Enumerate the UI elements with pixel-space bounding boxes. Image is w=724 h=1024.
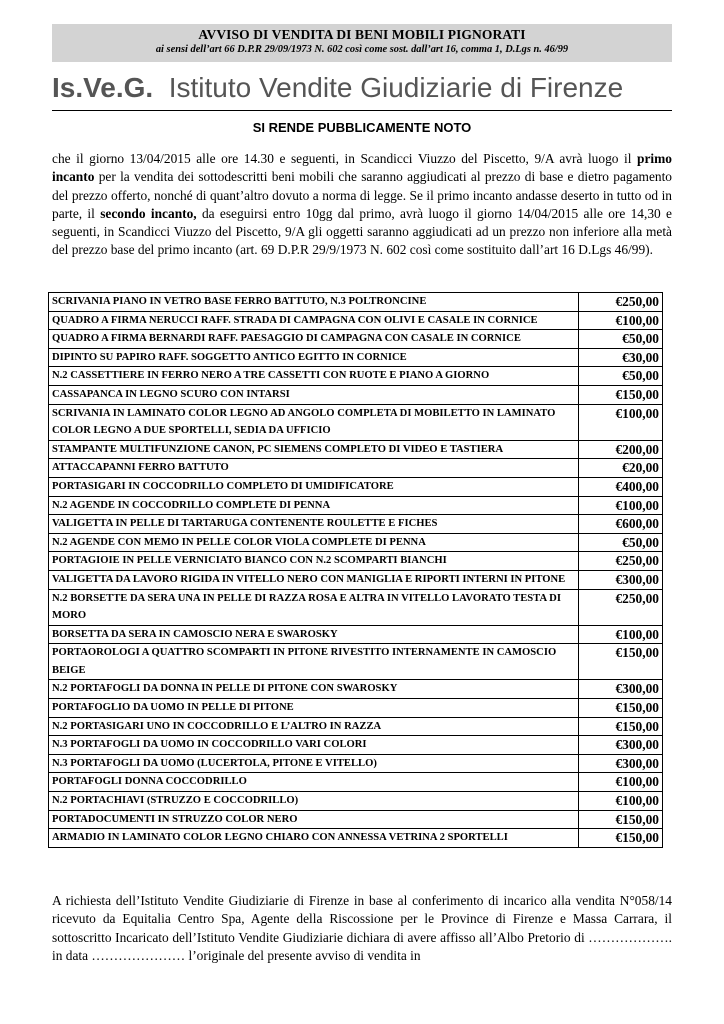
item-price: €250,00 [579,589,663,625]
item-description: DIPINTO SU PAPIRO RAFF. SOGGETTO ANTICO EGITTO IN CORNICE [49,348,579,367]
second-auction-label: secondo incanto, [100,205,197,221]
item-description: CASSAPANCA IN LEGNO SCURO CON INTARSI [49,385,579,404]
table-row [49,717,663,736]
item-price: €100,00 [579,496,663,515]
item-price: €50,00 [579,330,663,349]
item-description: PORTAFOGLI DONNA COCCODRILLO [49,773,579,792]
first-auction-label: primo incanto [52,151,672,185]
table-row [49,496,663,515]
table-row [49,348,663,367]
table-row [49,440,663,459]
table-row [49,385,663,404]
table-row [49,404,663,440]
item-price: €150,00 [579,385,663,404]
organization-name: Istituto Vendite Giudiziarie di Firenze [168,72,624,103]
table-row [49,570,663,589]
item-price: €400,00 [579,477,663,496]
item-price: €300,00 [579,680,663,699]
table-row [49,311,663,330]
intro-text-3: da eseguirsi entro 10gg dal primo, avrà luogo il giorno 14/04/2015 alle ore 14,30 e seguenti, in Scandicci Viuzzo del Piscetto, 9/A gli oggetti saranno aggiudicati ad un prezzo non inferiore alla metà del prezzo base del primo incanto (art. 69 D.P.R 29/9/1973 N. 602 così come sostituito dall’art 16 D.Lgs 46/99). [52,205,672,258]
table-row [49,533,663,552]
item-price: €50,00 [579,533,663,552]
item-price: €100,00 [579,311,663,330]
item-description: STAMPANTE MULTIFUNZIONE CANON, PC SIEMENS COMPLETO DI VIDEO E TASTIERA [49,440,579,459]
item-description: VALIGETTA IN PELLE DI TARTARUGA CONTENENTE ROULETTE E FICHES [49,515,579,534]
table-row [49,792,663,811]
table-row [49,459,663,478]
item-price: €200,00 [579,440,663,459]
footer-paragraph: A richiesta dell’Istituto Vendite Giudiziarie di Firenze in base al conferimento di incarico alla vendita N°058/14 ricevuto da Equitalia Centro Spa, Agente della Riscossione per le Province di Firenze e Massa Carrara, il sottoscritto Incaricato dell’Istituto Vendite Giudiziarie dichiara di avere affisso all’Albo Pretorio di ………………. in data ………………… l’originale del presente avviso di vendita in [52,893,672,963]
item-description: PORTAOROLOGI A QUATTRO SCOMPARTI IN PITONE RIVESTITO INTERNAMENTE IN CAMOSCIO BEIGE [49,644,579,680]
item-price: €20,00 [579,459,663,478]
table-row [49,589,663,625]
item-description: SCRIVANIA PIANO IN VETRO BASE FERRO BATTUTO, N.3 POLTRONCINE [49,293,579,312]
item-description: QUADRO A FIRMA BERNARDI RAFF. PAESAGGIO DI CAMPAGNA CON CASALE IN CORNICE [49,330,579,349]
item-description: N.3 PORTAFOGLI DA UOMO (LUCERTOLA, PITONE E VITELLO) [49,754,579,773]
item-description: N.2 PORTAFOGLI DA DONNA IN PELLE DI PITONE CON SWAROSKY [49,680,579,699]
item-description: PORTAFOGLIO DA UOMO IN PELLE DI PITONE [49,699,579,718]
table-row [49,515,663,534]
public-notice-title: SI RENDE PUBBLICAMENTE NOTO [252,120,472,135]
table-row [49,680,663,699]
table-row [49,810,663,829]
intro-text-1: che il giorno 13/04/2015 alle ore 14.30 e seguenti, in Scandicci Viuzzo del Piscetto, 9/A avrà luogo il [52,151,638,166]
item-description: VALIGETTA DA LAVORO RIGIDA IN VITELLO NERO CON MANIGLIA E RIPORTI INTERNI IN PITONE [49,570,579,589]
table-row [49,625,663,644]
table-row [49,644,663,680]
table-row [49,477,663,496]
table-row [49,293,663,312]
item-price: €50,00 [579,367,663,386]
item-description: N.2 BORSETTE DA SERA UNA IN PELLE DI RAZZA ROSA E ALTRA IN VITELLO LAVORATO TESTA DI MORO [49,589,579,625]
item-description: N.2 PORTASIGARI UNO IN COCCODRILLO E L’ALTRO IN RAZZA [49,717,579,736]
item-description: PORTASIGARI IN COCCODRILLO COMPLETO DI UMIDIFICATORE [49,477,579,496]
item-price: €250,00 [579,552,663,571]
item-description: N.2 AGENDE IN COCCODRILLO COMPLETE DI PENNA [49,496,579,515]
item-price: €150,00 [579,829,663,848]
item-description: N.3 PORTAFOGLI DA UOMO IN COCCODRILLO VARI COLORI [49,736,579,755]
item-price: €300,00 [579,754,663,773]
item-price: €150,00 [579,699,663,718]
notice-heading: AVVISO DI VENDITA DI BENI MOBILI PIGNORATI [198,27,526,42]
item-price: €100,00 [579,773,663,792]
item-price: €150,00 [579,644,663,680]
table-row [49,773,663,792]
item-description: ARMADIO IN LAMINATO COLOR LEGNO CHIARO CON ANNESSA VETRINA 2 SPORTELLI [49,829,579,848]
table-row [49,754,663,773]
table-row [49,736,663,755]
table-row [49,829,663,848]
item-description: PORTADOCUMENTI IN STRUZZO COLOR NERO [49,810,579,829]
item-description: SCRIVANIA IN LAMINATO COLOR LEGNO AD ANGOLO COMPLETA DI MOBILETTO IN LAMINATO COLOR LEGNO A DUE SPORTELLI, SEDIA DA UFFICIO [49,404,579,440]
intro-text-2: per la vendita dei sottodescritti beni mobili che saranno aggiudicati al prezzo di base e dietro pagamento del prezzo offerto, nonché di quant’altro dovuto a norma di legge. Se il primo incanto andasse deserto in tutto od in parte, il [52,169,672,221]
item-description: BORSETTA DA SERA IN CAMOSCIO NERA E SWAROSKY [49,625,579,644]
items-table [48,292,663,848]
item-description: N.2 AGENDE CON MEMO IN PELLE COLOR VIOLA COMPLETE DI PENNA [49,533,579,552]
item-description: PORTAGIOIE IN PELLE VERNICIATO BIANCO CON N.2 SCOMPARTI BIANCHI [49,552,579,571]
item-price: €300,00 [579,570,663,589]
item-price: €100,00 [579,792,663,811]
item-description: N.2 CASSETTIERE IN FERRO NERO A TRE CASSETTI CON RUOTE E PIANO A GIORNO [49,367,579,386]
table-row [49,367,663,386]
item-price: €100,00 [579,404,663,440]
table-row [49,699,663,718]
legal-reference: ai sensi dell’art 66 D.P.R 29/09/1973 N. 602 così come sost. dall’art 16, comma 1, D.Lgs n. 46/99 [155,44,569,55]
item-description: ATTACCAPANNI FERRO BATTUTO [49,459,579,478]
item-price: €150,00 [579,810,663,829]
table-row [49,330,663,349]
organization-abbr: Is.Ve.G. [52,72,154,103]
item-description: N.2 PORTACHIAVI (STRUZZO E COCCODRILLO) [49,792,579,811]
item-price: €250,00 [579,293,663,312]
item-description: QUADRO A FIRMA NERUCCI RAFF. STRADA DI CAMPAGNA CON OLIVI E CASALE IN CORNICE [49,311,579,330]
item-price: €150,00 [579,717,663,736]
organization-title [52,72,672,111]
item-price: €300,00 [579,736,663,755]
intro-paragraph [52,150,672,260]
header-banner [52,24,672,62]
item-price: €30,00 [579,348,663,367]
item-price: €600,00 [579,515,663,534]
table-row [49,552,663,571]
item-price: €100,00 [579,625,663,644]
